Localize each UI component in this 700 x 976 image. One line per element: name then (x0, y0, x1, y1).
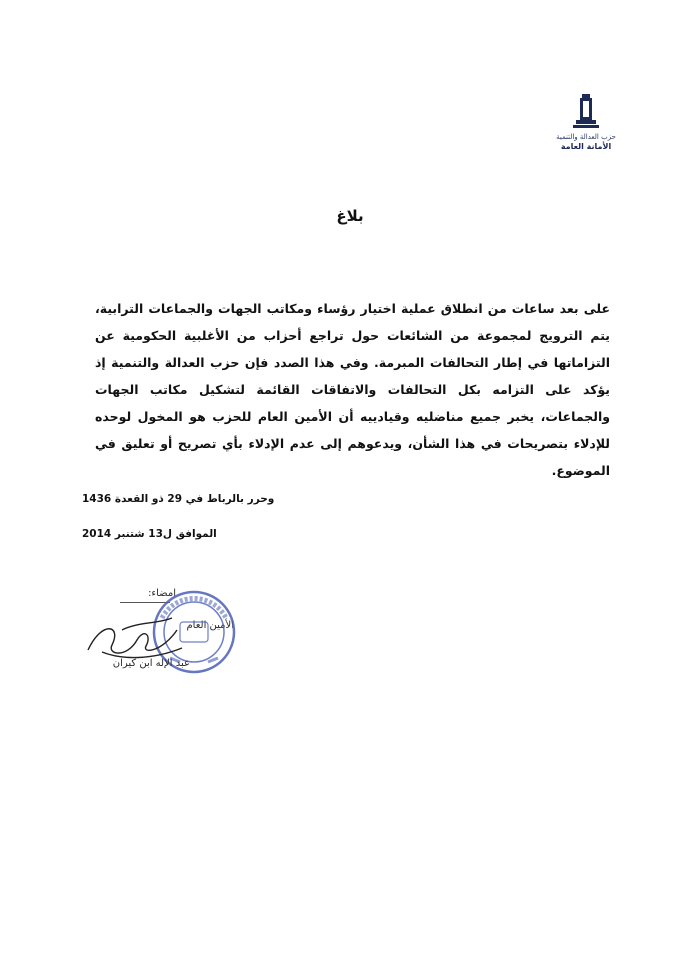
document-body (95, 295, 610, 484)
signature-label: امضاء: (148, 588, 176, 599)
body-paragraph: على بعد ساعات من انطلاق عملية اختيار رؤساء ومكاتب الجهات والجماعات الترابية، يتم الترويج لمجموعة من الشائعات حول تراجع أحزاب من الأغلبية الحكومية عن التزاماتها في إطار التحالفات المبرمة. وفي هذا الصدد فإن حزب العدالة والتنمية إذ يؤكد على التزامه بكل التحالفات والاتفاقات القائمة لتشكيل مكاتب الجهات والجماعات، يخبر جميع مناضليه وقيادييه أن الأمين العام للحزب هو المخول لوحده للإدلاء بتصريحات في هذا الشأن، ويدعوهم إلى عدم الإدلاء بأي تصريح أو تعليق في الموضوع. (95, 301, 610, 478)
date-gregorian: الموافق ل13 شتنبر 2014 (82, 528, 217, 540)
lamp-icon (573, 92, 599, 132)
signature-title: الأمين العام (186, 620, 234, 631)
signature-block (80, 580, 240, 685)
signatory-name: عبد الإله ابن كيران (112, 658, 190, 669)
document-title: بلاغ (336, 207, 364, 225)
logo-caption: حزب العدالة والتنمية (556, 133, 616, 141)
date-hijri: وحرر بالرباط في 29 ذو القعدة 1436 (82, 493, 275, 505)
logo-subcaption: الأمانة العامة (560, 142, 612, 151)
party-logo (556, 92, 616, 164)
